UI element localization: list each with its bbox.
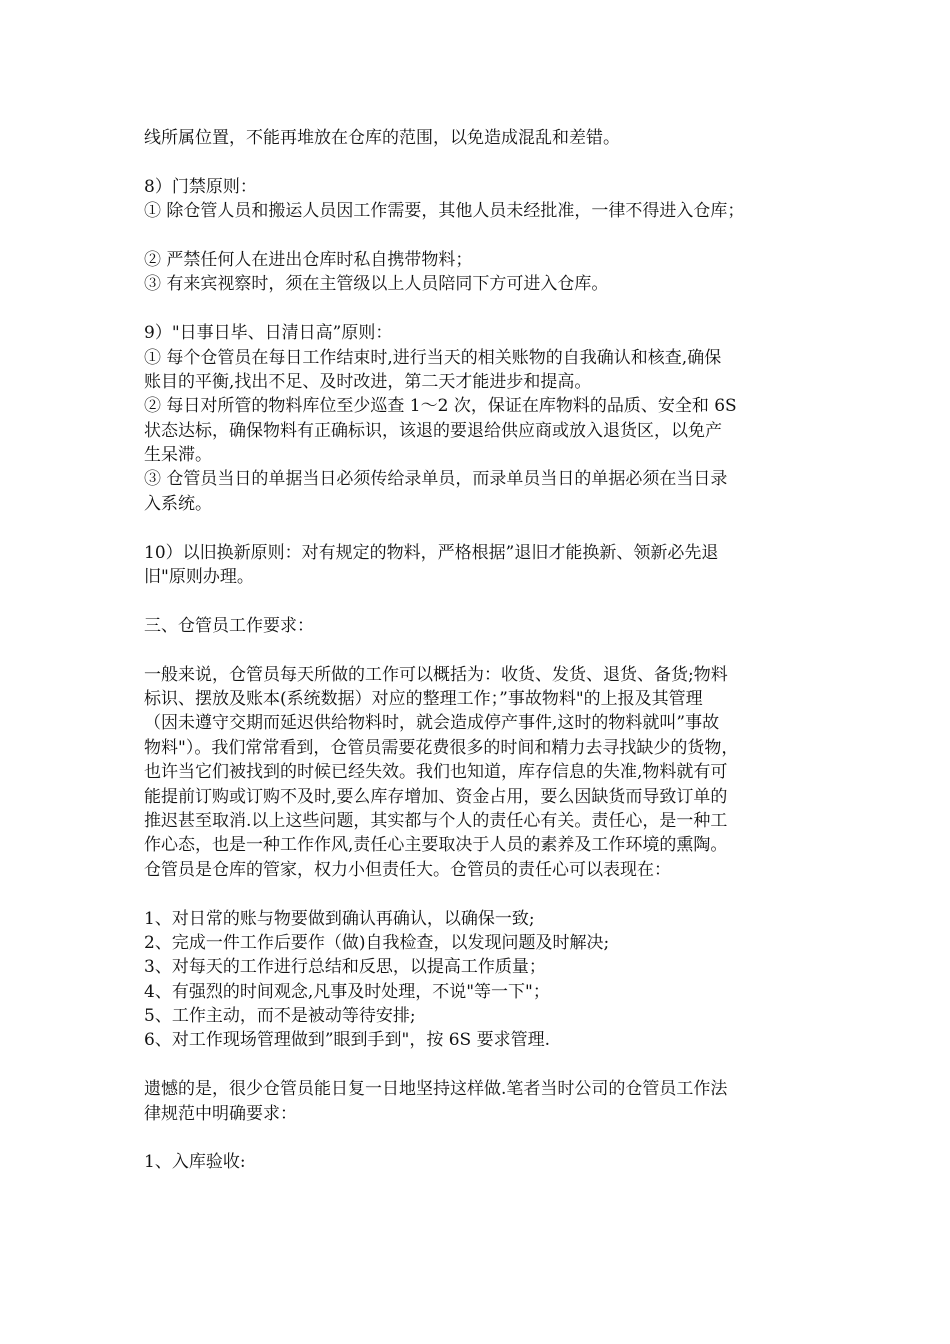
paragraph-gap — [144, 224, 808, 248]
text-line: ① 除仓管人员和搬运人员因工作需要，其他人员未经批准，一律不得进入仓库； — [144, 201, 745, 222]
paragraph-gap — [144, 297, 808, 321]
text-line: 9）"日事日毕、日清日高”原则： — [144, 323, 393, 344]
text-line: 5、工作主动，而不是被动等待安排; — [144, 1006, 416, 1027]
text-line: 旧"原则办理。 — [144, 567, 254, 588]
text-line: （因未遵守交期而延迟供给物料时，就会造成停产事件,这时的物料就叫”事故 — [144, 713, 720, 734]
text-line: 标识、摆放及账本(系统数据）对应的整理工作；”事故物料"的上报及其管理 — [144, 688, 703, 709]
text-line: 10）以旧换新原则：对有规定的物料，严格根据”退旧才能换新、领新必先退 — [144, 542, 719, 563]
text-line: 推迟甚至取消.以上这些问题，其实都与个人的责任心有关。责任心，是一种工 — [144, 810, 728, 831]
text-line: 3、对每天的工作进行总结和反思，以提高工作质量； — [144, 957, 546, 978]
text-line: 三、仓管员工作要求： — [144, 615, 314, 636]
text-line: ② 严禁任何人在进出仓库时私自携带物料； — [144, 249, 473, 270]
text-line: 账目的平衡,找出不足、及时改进，第二天才能进步和提高。 — [144, 371, 592, 392]
paragraph-gap — [144, 589, 808, 613]
text-line: 仓管员是仓库的管家，权力小但责任大。仓管员的责任心可以表现在： — [144, 859, 671, 880]
paragraph-gap — [144, 1126, 808, 1150]
text-line: ① 每个仓管员在每日工作结束时,进行当天的相关账物的自我确认和核查,确保 — [144, 347, 722, 368]
text-line: ③ 有来宾视察时，须在主管级以上人员陪同下方可进入仓库。 — [144, 274, 609, 295]
text-line: 6、对工作现场管理做到”眼到手到"，按 6S 要求管理. — [144, 1030, 550, 1051]
text-line: 也许当它们被找到的时候已经失效。我们也知道，库存信息的失准,物料就有可 — [144, 762, 728, 783]
paragraph-gap — [144, 882, 808, 906]
text-line: 一般来说，仓管员每天所做的工作可以概括为：收货、发货、退货、备货;物料 — [144, 664, 728, 685]
paragraph-gap — [144, 638, 808, 662]
paragraph-gap — [144, 1053, 808, 1077]
paragraph-gap — [144, 150, 808, 174]
document-body — [144, 126, 808, 1175]
text-line: 遗憾的是，很少仓管员能日复一日地坚持这样做.笔者当时公司的仓管员工作法 — [144, 1079, 728, 1100]
text-line: 入系统。 — [144, 493, 212, 514]
text-line: ③ 仓管员当日的单据当日必须传给录单员，而录单员当日的单据必须在当日录 — [144, 469, 728, 490]
text-line: 物料"）。我们常常看到，仓管员需要花费很多的时间和精力去寻找缺少的货物， — [144, 737, 739, 758]
text-line: 状态达标，确保物料有正确标识，该退的要退给供应商或放入退货区，以免产 — [144, 420, 722, 441]
text-line: 4、有强烈的时间观念,凡事及时处理，不说"等一下"； — [144, 981, 550, 1002]
text-line: 生呆滞。 — [144, 445, 212, 466]
text-line: ② 每日对所管的物料库位至少巡查 1～2 次，保证在库物料的品质、安全和 6S — [144, 396, 737, 417]
text-line: 能提前订购或订购不及时,要么库存增加、资金占用，要么因缺货而导致订单的 — [144, 786, 728, 807]
text-line: 1、对日常的账与物要做到确认再确认，以确保一致; — [144, 908, 535, 929]
text-line: 2、完成一件工作后要作（做)自我检查，以发现问题及时解决; — [144, 932, 610, 953]
text-line: 律规范中明确要求： — [144, 1103, 297, 1124]
text-line: 作心态，也是一种工作作风,责任心主要取决于人员的素养及工作环境的熏陶。 — [144, 835, 728, 856]
paragraph-gap — [144, 516, 808, 540]
text-line: 线所属位置，不能再堆放在仓库的范围，以免造成混乱和差错。 — [144, 128, 620, 148]
text-line: 1、入库验收: — [144, 1152, 246, 1173]
text-line: 8）门禁原则： — [144, 176, 257, 197]
